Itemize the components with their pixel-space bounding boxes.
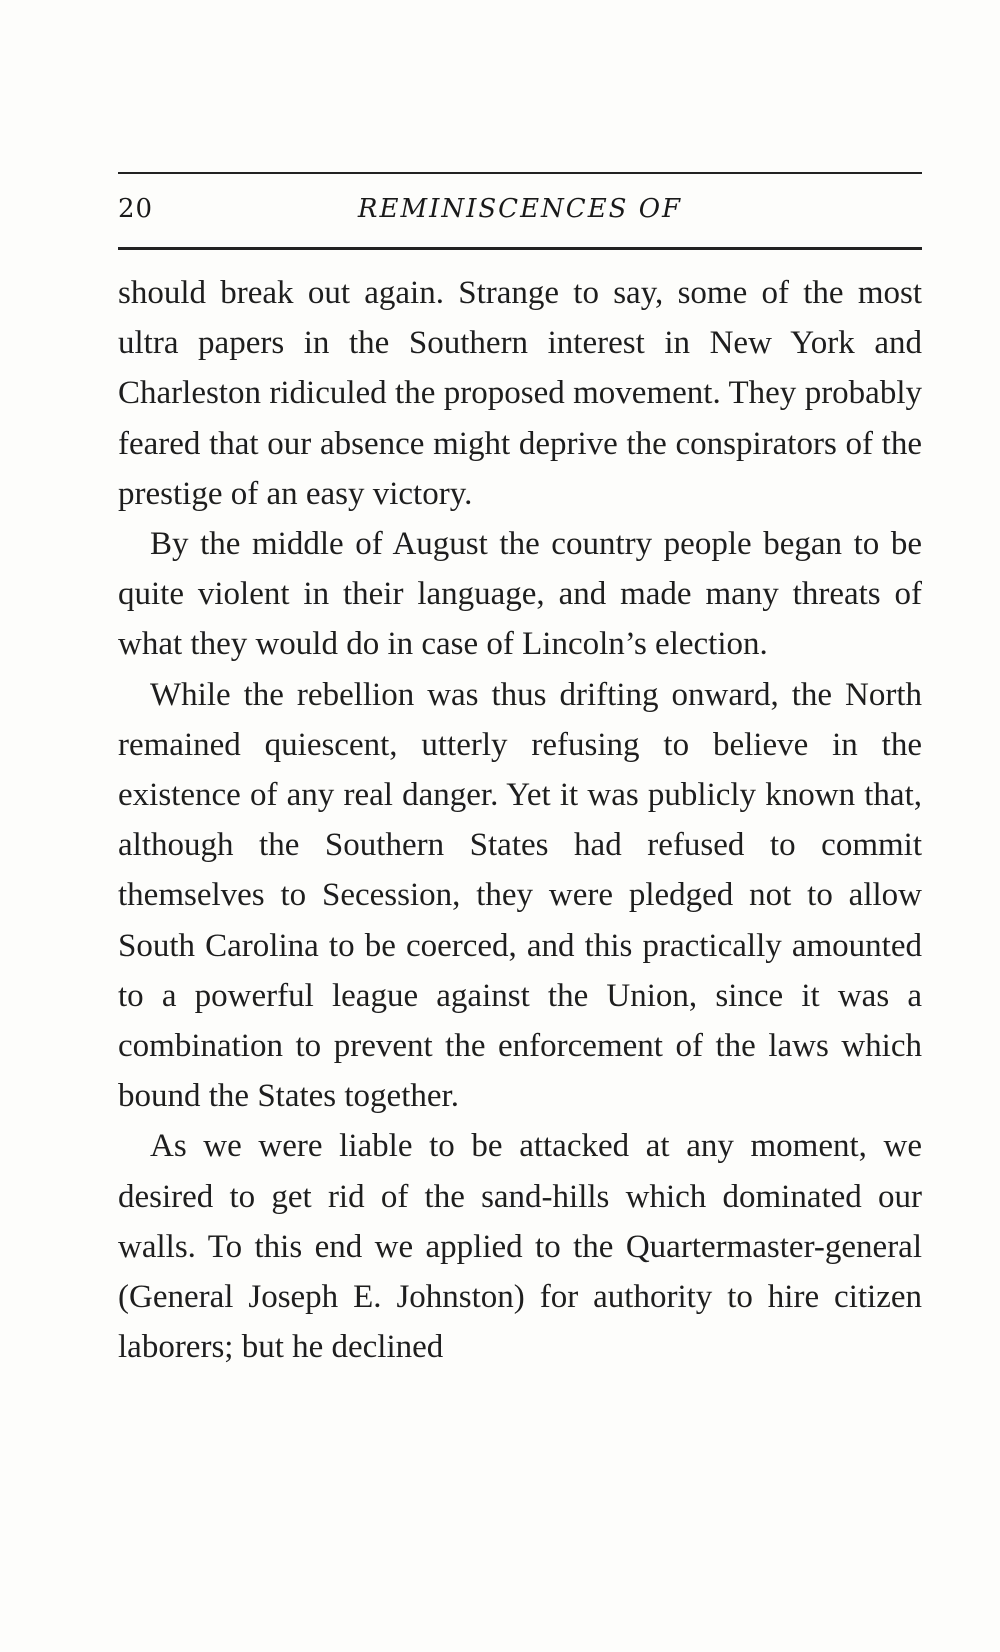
- header-top-rule: [118, 172, 922, 174]
- body-text: [118, 268, 922, 1372]
- page-number: 20: [118, 194, 154, 224]
- running-head: [118, 190, 922, 234]
- header-bottom-rule: [118, 247, 922, 250]
- paragraph-3: While the rebellion was thus drifting onward, the North remained quiescent, utterly refusing to believe in the existence of any real danger. Yet it was publicly known that, although the Southern States had refused to commit themselves to Secession, they were pledged not to allow South Carolina to be coerced, and this practically amounted to a powerful league against the Union, since it was a combination to prevent the enforcement of the laws which bound the States together.: [118, 676, 922, 1115]
- paragraph-1: should break out again. Strange to say, some of the most ultra papers in the Southern interest in New York and Charleston ridiculed the proposed movement. They probably feared that our absence might deprive the conspirators of the prestige of an easy victory.: [118, 275, 922, 512]
- running-title: REMINISCENCES OF: [357, 194, 683, 224]
- paragraph-4: As we were liable to be attacked at any moment, we desired to get rid of the sand-hills which dominated our walls. To this end we applied to the Quartermaster-general (General Joseph E. Johnston) for authority to hire citizen laborers; but he declined: [118, 1128, 922, 1366]
- paragraph-2: By the middle of August the country people began to be quite violent in their language, and made many threats of what they would do in case of Lincoln’s election.: [118, 526, 922, 663]
